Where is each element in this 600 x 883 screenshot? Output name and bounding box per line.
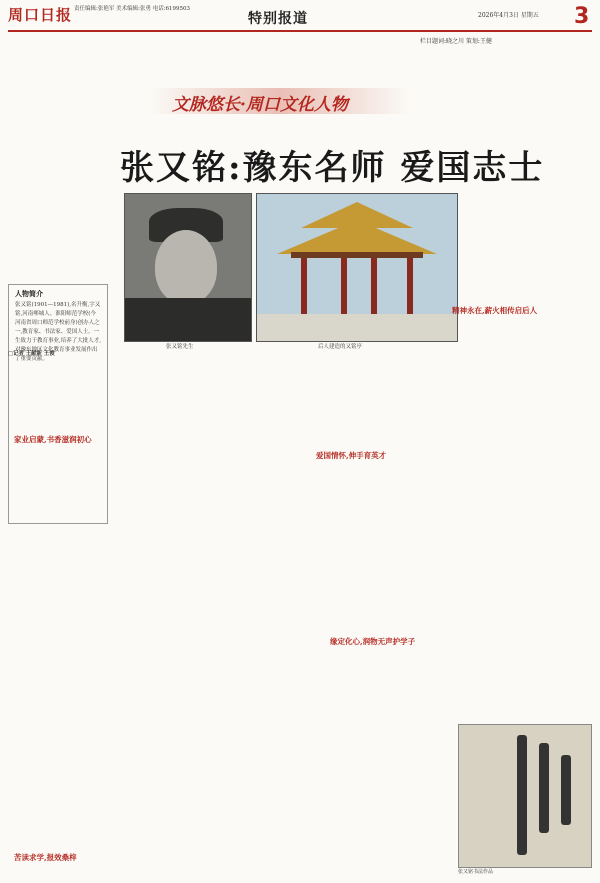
series-banner-text: 文脉悠长·周口文化人物 <box>172 95 348 115</box>
masthead-meta: 责任编辑:张艳军 美术编辑:张勇 电话:6199503 <box>74 6 191 12</box>
calligraphy-caption: 张又铭书法作品 <box>458 869 494 875</box>
profile-body: 张又铭(1901—1981),名升衡,字又铭,河南郸城人。淮阳师范学校(今河南省周口师范学校前身)创办人之一,教育家、书法家、爱国人士。一生致力于教育事业,培养了大批人才,对豫东地区文化教育事业发展作出了重要贡献。 <box>15 302 101 362</box>
publication-date: 2026年4月3日 星期五 <box>478 12 539 19</box>
profile-box <box>8 284 108 524</box>
portrait-caption: 张又铭先生 <box>166 344 194 350</box>
subhead-5: 缘定化心,润物无声护学子 <box>330 637 416 646</box>
portrait-photo <box>124 193 252 342</box>
page-number: 3 <box>574 4 590 29</box>
calligraphy-photo <box>458 724 592 868</box>
series-banner <box>150 88 410 114</box>
article-headline: 张又铭:豫东名师 爱国志士 <box>120 148 545 188</box>
subhead-3: 爱国情怀,伸手育英才 <box>316 451 387 460</box>
pavilion-caption: 后人建造的又铭亭 <box>318 344 363 350</box>
section-title: 特别报道 <box>248 11 308 27</box>
subhead-4: 精神永在,薪火相传启后人 <box>452 306 538 315</box>
byline: □记者 王献新 王俊 <box>8 351 55 357</box>
editor-credits: 栏目题词:晓之川 策划:王健 <box>420 38 492 45</box>
subhead-2: 苦读求学,报效桑梓 <box>14 853 77 862</box>
pavilion-photo <box>256 193 458 342</box>
newspaper-logo: 周口日报 <box>8 6 73 24</box>
subhead-1: 家业启蒙,书香滋润初心 <box>14 435 92 444</box>
masthead <box>0 0 600 28</box>
header-divider <box>8 30 592 32</box>
profile-title: 人物简介 <box>15 289 43 298</box>
